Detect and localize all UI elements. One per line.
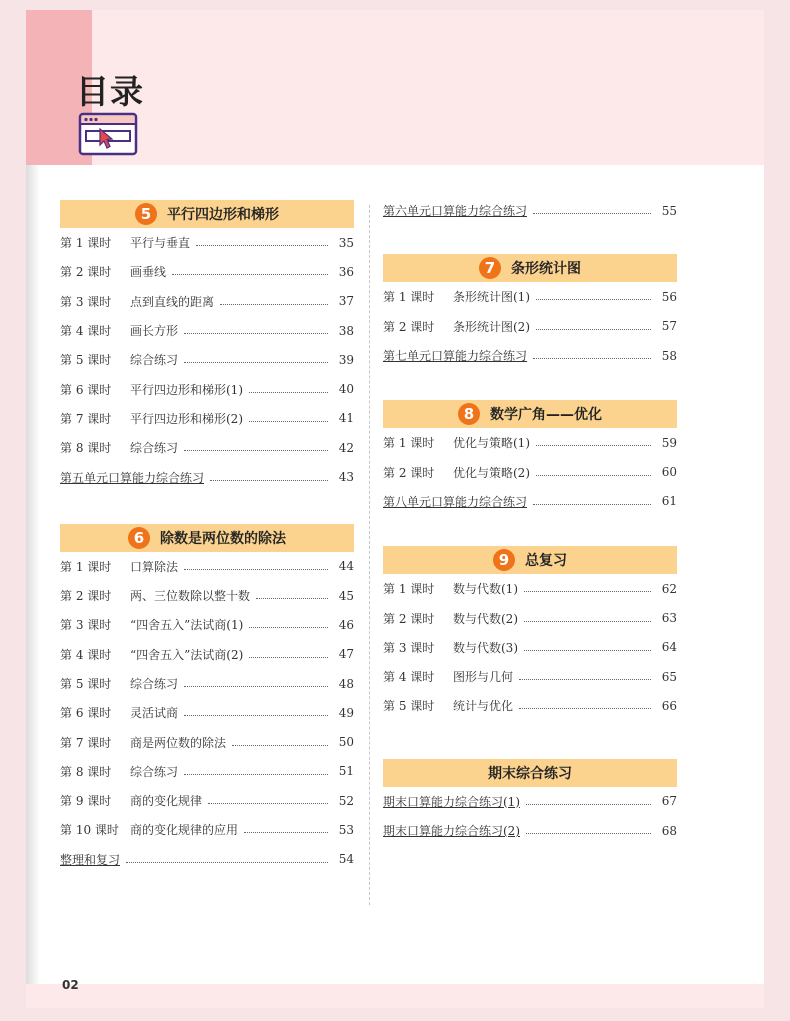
lesson-label: 第 5 课时 bbox=[60, 353, 112, 368]
entry-title: 优化与策略(1) bbox=[453, 436, 530, 451]
toc-entry[interactable] bbox=[383, 787, 677, 816]
lesson-label: 第 2 课时 bbox=[383, 319, 435, 334]
lesson-label: 第 2 课时 bbox=[60, 589, 112, 604]
entry-title: 两、三位数除以整十数 bbox=[130, 589, 251, 604]
page-ref: 65 bbox=[661, 669, 677, 684]
toc-entry[interactable] bbox=[60, 287, 354, 316]
section-8-entries bbox=[383, 428, 677, 516]
lesson-label: 第 3 课时 bbox=[60, 294, 112, 309]
page-ref: 44 bbox=[338, 559, 354, 574]
entry-title: 优化与策略(2) bbox=[453, 465, 530, 480]
toc-entry[interactable] bbox=[383, 341, 677, 370]
lesson-label: 第 1 课时 bbox=[383, 436, 435, 451]
page-ref: 67 bbox=[661, 794, 677, 809]
toc-entry[interactable] bbox=[60, 257, 354, 286]
page-ref: 64 bbox=[661, 640, 677, 655]
toc-entry[interactable] bbox=[383, 574, 677, 603]
entry-title: 平行与垂直 bbox=[130, 236, 191, 251]
entry-title: 期末口算能力综合练习(2) bbox=[383, 824, 520, 838]
page-ref: 50 bbox=[338, 735, 354, 750]
section-title: 条形统计图 bbox=[511, 261, 581, 278]
section-5-entries bbox=[60, 228, 354, 492]
toc-entry[interactable] bbox=[60, 581, 354, 610]
section-number-badge: 6 bbox=[128, 527, 150, 549]
section-title: 总复习 bbox=[525, 553, 567, 570]
dot-leader bbox=[249, 657, 328, 658]
entry-title: 数与代数(1) bbox=[453, 582, 518, 597]
page-ref: 68 bbox=[661, 823, 677, 838]
page-ref: 63 bbox=[661, 611, 677, 626]
dot-leader bbox=[184, 686, 328, 687]
page-ref: 37 bbox=[338, 294, 354, 309]
entry-title: 数与代数(2) bbox=[453, 611, 518, 626]
toc-entry[interactable] bbox=[383, 428, 677, 457]
lesson-label: 第 2 课时 bbox=[60, 265, 112, 280]
dot-leader bbox=[519, 679, 651, 680]
lesson-label: 第 6 课时 bbox=[60, 382, 112, 397]
section-title: 期末综合练习 bbox=[488, 765, 572, 782]
toc-entry[interactable] bbox=[60, 316, 354, 345]
lesson-label: 第 1 课时 bbox=[383, 290, 435, 305]
page-number: 02 bbox=[62, 978, 79, 992]
dot-leader bbox=[519, 708, 651, 709]
section-number-badge: 8 bbox=[458, 403, 480, 425]
dot-leader bbox=[184, 715, 328, 716]
section-number-badge: 7 bbox=[479, 257, 501, 279]
page-ref: 35 bbox=[338, 235, 354, 250]
section-header-8 bbox=[383, 400, 677, 428]
entry-title: 条形统计图(2) bbox=[453, 319, 530, 334]
page-ref: 43 bbox=[338, 470, 354, 485]
entry-title: 期末口算能力综合练习(1) bbox=[383, 794, 520, 809]
entry-title: 商的变化规律的应用 bbox=[130, 823, 239, 838]
lesson-label: 第 8 课时 bbox=[60, 764, 112, 779]
page-ref: 58 bbox=[661, 348, 677, 363]
section-header-9 bbox=[383, 546, 677, 574]
dot-leader bbox=[536, 329, 651, 330]
toc-entry[interactable] bbox=[383, 282, 677, 311]
dot-leader bbox=[184, 333, 328, 334]
entry-title: 口算除法 bbox=[130, 559, 179, 574]
dot-leader bbox=[256, 598, 328, 599]
entry-title: 第七单元口算能力综合练习 bbox=[383, 349, 528, 364]
toc-entry[interactable] bbox=[383, 816, 677, 845]
toc-entry[interactable] bbox=[60, 698, 354, 727]
page-ref: 56 bbox=[661, 289, 677, 304]
lesson-label: 第 3 课时 bbox=[60, 618, 112, 633]
section-title: 除数是两位数的除法 bbox=[160, 530, 286, 547]
section-header-final bbox=[383, 759, 677, 787]
toc-entry[interactable] bbox=[60, 552, 354, 581]
dot-leader bbox=[184, 569, 328, 570]
lesson-label: 第 6 课时 bbox=[60, 706, 112, 721]
page-ref: 66 bbox=[661, 698, 677, 713]
lesson-label: 第 9 课时 bbox=[60, 794, 112, 809]
dot-leader bbox=[533, 358, 651, 359]
lesson-label: 第 7 课时 bbox=[60, 735, 112, 750]
dot-leader bbox=[244, 832, 328, 833]
dot-leader bbox=[524, 591, 651, 592]
section-number-badge: 9 bbox=[493, 549, 515, 571]
page-ref: 53 bbox=[338, 822, 354, 837]
entry-title: 平行四边形和梯形(2) bbox=[130, 411, 243, 426]
left-column bbox=[60, 200, 354, 874]
dot-leader bbox=[536, 445, 651, 446]
entry-title: 画垂线 bbox=[130, 265, 167, 280]
entry-title: “四舍五入”法试商(1) bbox=[130, 618, 244, 633]
toc-entry[interactable] bbox=[383, 312, 677, 341]
toc-entry[interactable] bbox=[60, 404, 354, 433]
toc-entry[interactable] bbox=[60, 228, 354, 257]
final-entries bbox=[383, 787, 677, 846]
toc-entry[interactable] bbox=[60, 815, 354, 844]
lesson-label: 第 2 课时 bbox=[383, 465, 435, 480]
dot-leader bbox=[220, 304, 328, 305]
book-spine-shadow bbox=[26, 165, 40, 985]
section-6-entries bbox=[60, 552, 354, 874]
toc-entry[interactable] bbox=[60, 727, 354, 756]
dot-leader bbox=[210, 480, 328, 481]
dot-leader bbox=[526, 833, 651, 834]
lesson-label: 第 5 课时 bbox=[383, 699, 435, 714]
toc-entry[interactable] bbox=[383, 662, 677, 691]
section-header-6 bbox=[60, 524, 354, 552]
lesson-label: 第 7 课时 bbox=[60, 411, 112, 426]
page-ref: 49 bbox=[338, 705, 354, 720]
section-number-badge: 5 bbox=[135, 203, 157, 225]
toc-entry[interactable] bbox=[383, 487, 677, 516]
dot-leader bbox=[526, 804, 651, 805]
dot-leader bbox=[533, 213, 651, 214]
page-ref: 41 bbox=[338, 411, 354, 426]
dot-leader bbox=[196, 245, 328, 246]
page-ref: 52 bbox=[338, 793, 354, 808]
lesson-label: 第 2 课时 bbox=[383, 611, 435, 626]
entry-title: 综合练习 bbox=[130, 441, 179, 456]
page-ref: 60 bbox=[661, 465, 677, 480]
toc-entry[interactable] bbox=[60, 669, 354, 698]
lesson-label: 第 1 课时 bbox=[60, 559, 112, 574]
page-ref: 42 bbox=[338, 440, 354, 455]
toc-entry[interactable] bbox=[60, 845, 354, 874]
toc-entry[interactable] bbox=[60, 640, 354, 669]
toc-entry[interactable] bbox=[60, 757, 354, 786]
page-ref: 59 bbox=[661, 435, 677, 450]
page-ref: 36 bbox=[338, 264, 354, 279]
page-ref: 39 bbox=[338, 352, 354, 367]
section-9-entries bbox=[383, 574, 677, 720]
entry-title: 灵活试商 bbox=[130, 706, 179, 721]
page-ref: 47 bbox=[338, 647, 354, 662]
toc-entry[interactable] bbox=[383, 457, 677, 486]
page-ref: 51 bbox=[338, 764, 354, 779]
entry-title: 整理和复习 bbox=[60, 852, 121, 867]
lesson-label: 第 4 课时 bbox=[60, 647, 112, 662]
unit-6-practice-entry bbox=[383, 196, 677, 225]
dot-leader bbox=[536, 299, 651, 300]
footer-band bbox=[26, 984, 764, 1008]
column-divider bbox=[369, 205, 370, 905]
page-ref: 54 bbox=[338, 852, 354, 867]
page-ref: 46 bbox=[338, 617, 354, 632]
toc-entry[interactable] bbox=[60, 786, 354, 815]
dot-leader bbox=[533, 504, 651, 505]
page-ref: 55 bbox=[661, 203, 677, 218]
dot-leader bbox=[126, 862, 328, 863]
entry-title: “四舍五入”法试商(2) bbox=[130, 647, 244, 662]
lesson-label: 第 1 课时 bbox=[383, 582, 435, 597]
dot-leader bbox=[249, 421, 328, 422]
dot-leader bbox=[184, 774, 328, 775]
toc-entry[interactable] bbox=[383, 196, 677, 225]
dot-leader bbox=[524, 650, 651, 651]
entry-title: 点到直线的距离 bbox=[130, 294, 215, 309]
section-title: 数学广角——优化 bbox=[490, 407, 602, 424]
lesson-label: 第 4 课时 bbox=[60, 324, 112, 339]
dot-leader bbox=[249, 392, 328, 393]
entry-title: 综合练习 bbox=[130, 353, 179, 368]
toc-entry[interactable] bbox=[60, 345, 354, 374]
toc-entry[interactable] bbox=[383, 633, 677, 662]
dot-leader bbox=[208, 803, 328, 804]
lesson-label: 第 5 课时 bbox=[60, 677, 112, 691]
entry-title: 图形与几何 bbox=[453, 670, 514, 685]
browser-cursor-icon bbox=[78, 112, 138, 156]
lesson-label: 第 1 课时 bbox=[60, 236, 112, 251]
lesson-label: 第 10 课时 bbox=[60, 823, 119, 838]
page-ref: 38 bbox=[338, 323, 354, 338]
section-title: 平行四边形和梯形 bbox=[167, 207, 279, 223]
toc-entry[interactable] bbox=[60, 374, 354, 403]
lesson-label: 第 8 课时 bbox=[60, 441, 112, 456]
page-ref: 45 bbox=[338, 588, 354, 603]
dot-leader bbox=[172, 274, 328, 275]
toc-entry[interactable] bbox=[60, 462, 354, 491]
dot-leader bbox=[184, 450, 328, 451]
section-header-7 bbox=[383, 254, 677, 282]
section-7-entries bbox=[383, 282, 677, 370]
page-title: 目录 bbox=[76, 72, 144, 111]
dot-leader bbox=[536, 475, 651, 476]
page-ref: 40 bbox=[338, 382, 354, 397]
toc-entry[interactable] bbox=[383, 603, 677, 632]
toc-entry[interactable] bbox=[60, 610, 354, 639]
entry-title: 数与代数(3) bbox=[453, 640, 518, 655]
page-ref: 61 bbox=[661, 494, 677, 509]
entry-title: 商的变化规律 bbox=[130, 794, 203, 809]
dot-leader bbox=[184, 362, 328, 363]
entry-title: 综合练习 bbox=[130, 764, 179, 779]
page-ref: 62 bbox=[661, 581, 677, 596]
entry-title: 条形统计图(1) bbox=[453, 290, 530, 305]
entry-title: 第五单元口算能力综合练习 bbox=[60, 470, 205, 485]
dot-leader bbox=[232, 745, 328, 746]
toc-entry[interactable] bbox=[383, 691, 677, 720]
entry-title: 统计与优化 bbox=[453, 699, 514, 714]
section-header-5 bbox=[60, 200, 354, 228]
entry-title: 商是两位数的除法 bbox=[130, 735, 227, 750]
dot-leader bbox=[249, 627, 328, 628]
dot-leader bbox=[524, 621, 651, 622]
entry-title: 平行四边形和梯形(1) bbox=[130, 382, 243, 397]
entry-title: 综合练习 bbox=[130, 677, 179, 691]
entry-title: 画长方形 bbox=[130, 324, 179, 339]
page-ref: 57 bbox=[661, 319, 677, 334]
lesson-label: 第 4 课时 bbox=[383, 670, 435, 685]
toc-entry[interactable] bbox=[60, 433, 354, 462]
page-ref: 48 bbox=[338, 676, 354, 691]
entry-title: 第八单元口算能力综合练习 bbox=[383, 494, 528, 509]
lesson-label: 第 3 课时 bbox=[383, 640, 435, 655]
entry-title: 第六单元口算能力综合练习 bbox=[383, 204, 528, 219]
right-column bbox=[383, 196, 677, 845]
